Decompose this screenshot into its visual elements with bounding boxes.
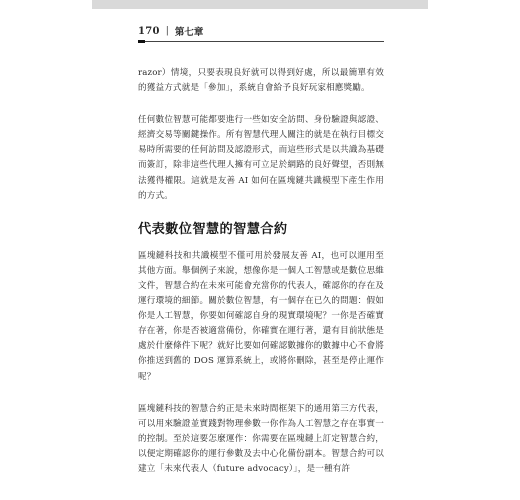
top-gray-bar <box>92 0 428 9</box>
chapter-title: 第七章 <box>174 27 204 38</box>
page-body <box>138 66 384 477</box>
section-heading: 代表數位智慧的智慧合約 <box>138 221 288 237</box>
paragraph: razor）情境，只要表現良好就可以得到好處，所以最簡單有效的獲益方式就是「參加」，系統自會給予良好玩家相應獎勵。 <box>138 68 384 94</box>
paragraph: 任何數位智慧可能都要進行一些如安全訪問、身份驗證與認證、經濟交易等關鍵操作。所有智慧代理人關注的就是在執行目標交易時所需要的任何訪問及認證形式，而這些形式是以共識為基礎而簽訂，除非這些代理人擁有可立足於網路的良好聲望，否則無法獲得權限。這就是友善 AI 如何在區塊鏈共識模型下產生作用的方式。 <box>138 115 384 201</box>
paragraph: 區塊鏈科技和共識模型不僅可用於發展友善 AI，也可以運用至其他方面。舉個例子來說，想像你是一個人工智慧或是數位思維文件，智慧合約在未來可能會充當你的代表人，確認你的存在及運行環境的細節。關於數位智慧，有一個存在已久的問題：假如你是人工智慧，你要如何確認自身的現實環境呢？一你是否確實存在著，你是否被適當備份，你確實在運行著，還有目前狀態是處於什麼條件下呢？就好比要如何確認數據你的數據中心不會將你推送到舊的 DOS 運算系統上，或將你刪除，甚至是停止運作呢？ <box>138 250 384 382</box>
page-number: 170 <box>138 25 160 37</box>
running-header <box>138 24 384 42</box>
header-rule <box>138 41 384 42</box>
header-row <box>138 24 384 38</box>
paragraph: 區塊鏈科技的智慧合約正是未來時間框架下的通用第三方代表，可以用來驗證並實踐對物理參數一你作為人工智慧之存在事實一的控制。至於這要怎麼運作：你需要在區塊鏈上訂定智慧合約，以便定期確認你的運行參數及去中心化備份副本。智慧合約可以建立「未來代表人（future advocacy）」，是一種有許 <box>138 403 384 474</box>
header-separator: | <box>165 26 169 36</box>
